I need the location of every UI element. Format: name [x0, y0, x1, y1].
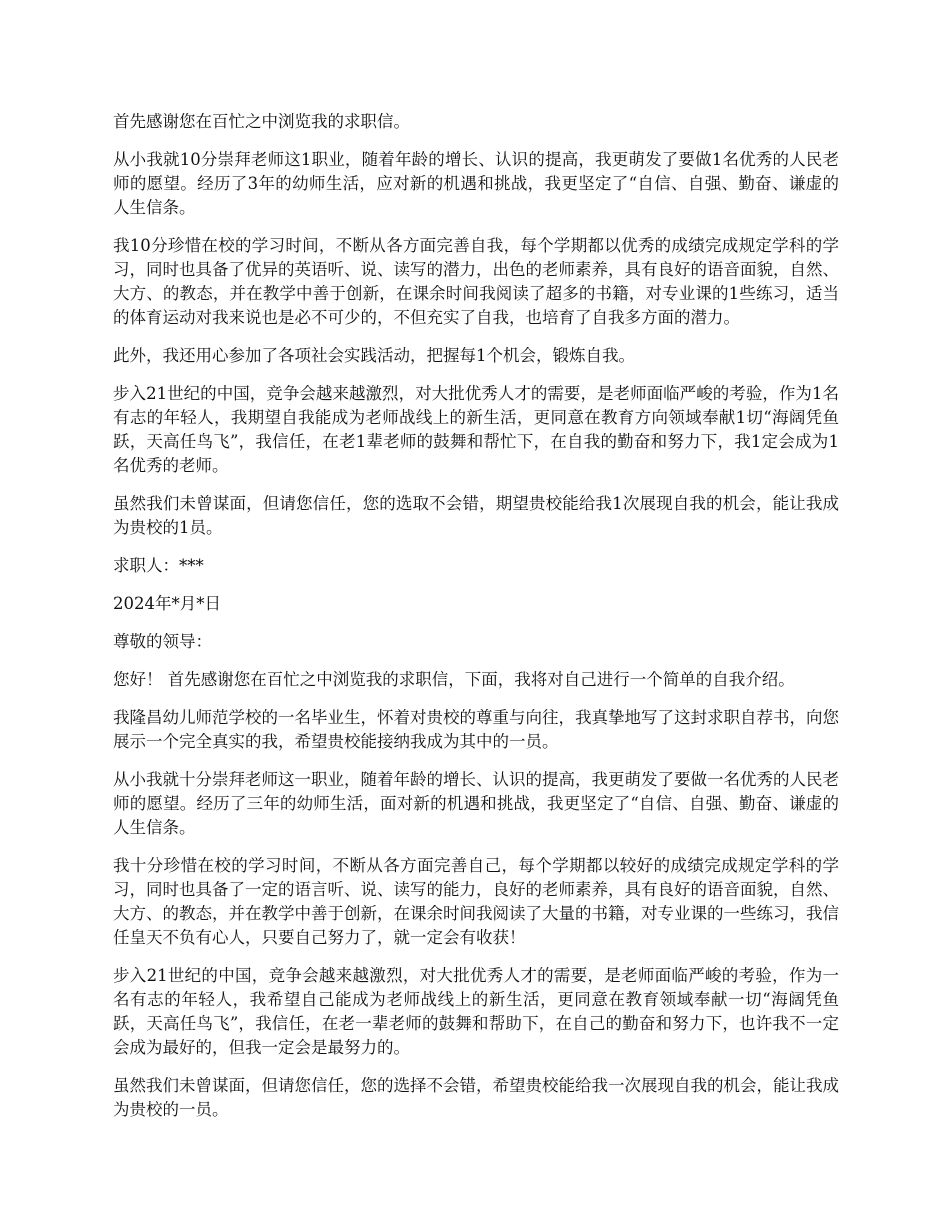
signature-date: 2024年*月*日 — [113, 594, 221, 613]
paragraph-social-practice: 此外，我还用心参加了各项社会实践活动，把握每1个机会，锻炼自我。 — [113, 346, 635, 365]
signature-applicant: 求职人：*** — [113, 556, 204, 575]
paragraph-21st-century-2: 步入21世纪的中国，竞争会越来越激烈，对大批优秀人才的需要，是老师面临严峻的考验，作为一名有志的年轻人，我希望自己能成为老师战线上的新生活，更同意在教育领域奉献一切“海阔凭鱼跃，天高任鸟飞”，我信任，在老一辈老师的鼓舞和帮助下，在自己的勤奋和努力下，也许我不一定会成为最好的，但我一定会是最努力的。 — [113, 966, 839, 1057]
paragraph-opening-thanks: 首先感谢您在百忙之中浏览我的求职信。 — [113, 112, 410, 131]
paragraph-closing-request-2: 虽然我们未曾谋面，但请您信任，您的选择不会错，希望贵校能给我一次展现自我的机会，能让我成为贵校的一员。 — [113, 1076, 839, 1119]
paragraph-greeting-intro: 您好！ 首先感谢您在百忙之中浏览我的求职信，下面，我将对自己进行一个简单的自我介绍。 — [113, 670, 795, 689]
paragraph-21st-century: 步入21世纪的中国，竞争会越来越激烈，对大批优秀人才的需要，是老师面临严峻的考验，作为1名有志的年轻人，我期望自我能成为老师战线上的新生活，更同意在教育方向领域奉献1切“海阔凭鱼跃，天高任鸟飞”，我信任，在老1辈老师的鼓舞和帮忙下，在自我的勤奋和努力下，我1定会成为1名优秀的老师。 — [113, 384, 839, 475]
paragraph-school-intro: 我隆昌幼儿师范学校的一名毕业生，怀着对贵校的尊重与向往，我真挚地写了这封求职自荐书，向您展示一个完全真实的我，希望贵校能接纳我成为其中的一员。 — [113, 708, 839, 751]
document-page — [113, 110, 839, 1136]
paragraph-aspiration: 从小我就10分崇拜老师这1职业，随着年龄的增长、认识的提高，我更萌发了要做1名优秀的人民老师的愿望。经历了3年的幼师生活，应对新的机遇和挑战，我更坚定了“自信、自强、勤奋、谦虚的人生信条。 — [113, 150, 839, 217]
paragraph-study-2: 我十分珍惜在校的学习时间，不断从各方面完善自己，每个学期都以较好的成绩完成规定学科的学习，同时也具备了一定的语言听、说、读写的能力，良好的老师素养，具有良好的语音面貌，自然、大方、的教态，并在教学中善于创新，在课余时间我阅读了大量的书籍，对专业课的一些练习，我信任皇天不负有心人，只要自己努力了，就一定会有收获！ — [113, 856, 839, 947]
salutation: 尊敬的领导： — [113, 632, 212, 651]
paragraph-aspiration-2: 从小我就十分崇拜老师这一职业，随着年龄的增长、认识的提高，我更萌发了要做一名优秀的人民老师的愿望。经历了三年的幼师生活，面对新的机遇和挑战，我更坚定了“自信、自强、勤奋、谦虚的人生信条。 — [113, 770, 839, 837]
paragraph-study: 我10分珍惜在校的学习时间，不断从各方面完善自我，每个学期都以优秀的成绩完成规定学科的学习，同时也具备了优异的英语听、说、读写的潜力，出色的老师素养，具有良好的语音面貌，自然、大方、的教态，并在教学中善于创新，在课余时间我阅读了超多的书籍，对专业课的1些练习，适当的体育运动对我来说也是必不可少的，不但充实了自我，也培育了自我多方面的潜力。 — [113, 236, 839, 327]
paragraph-closing-request: 虽然我们未曾谋面，但请您信任，您的选取不会错，期望贵校能给我1次展现自我的机会，能让我成为贵校的1员。 — [113, 494, 839, 537]
